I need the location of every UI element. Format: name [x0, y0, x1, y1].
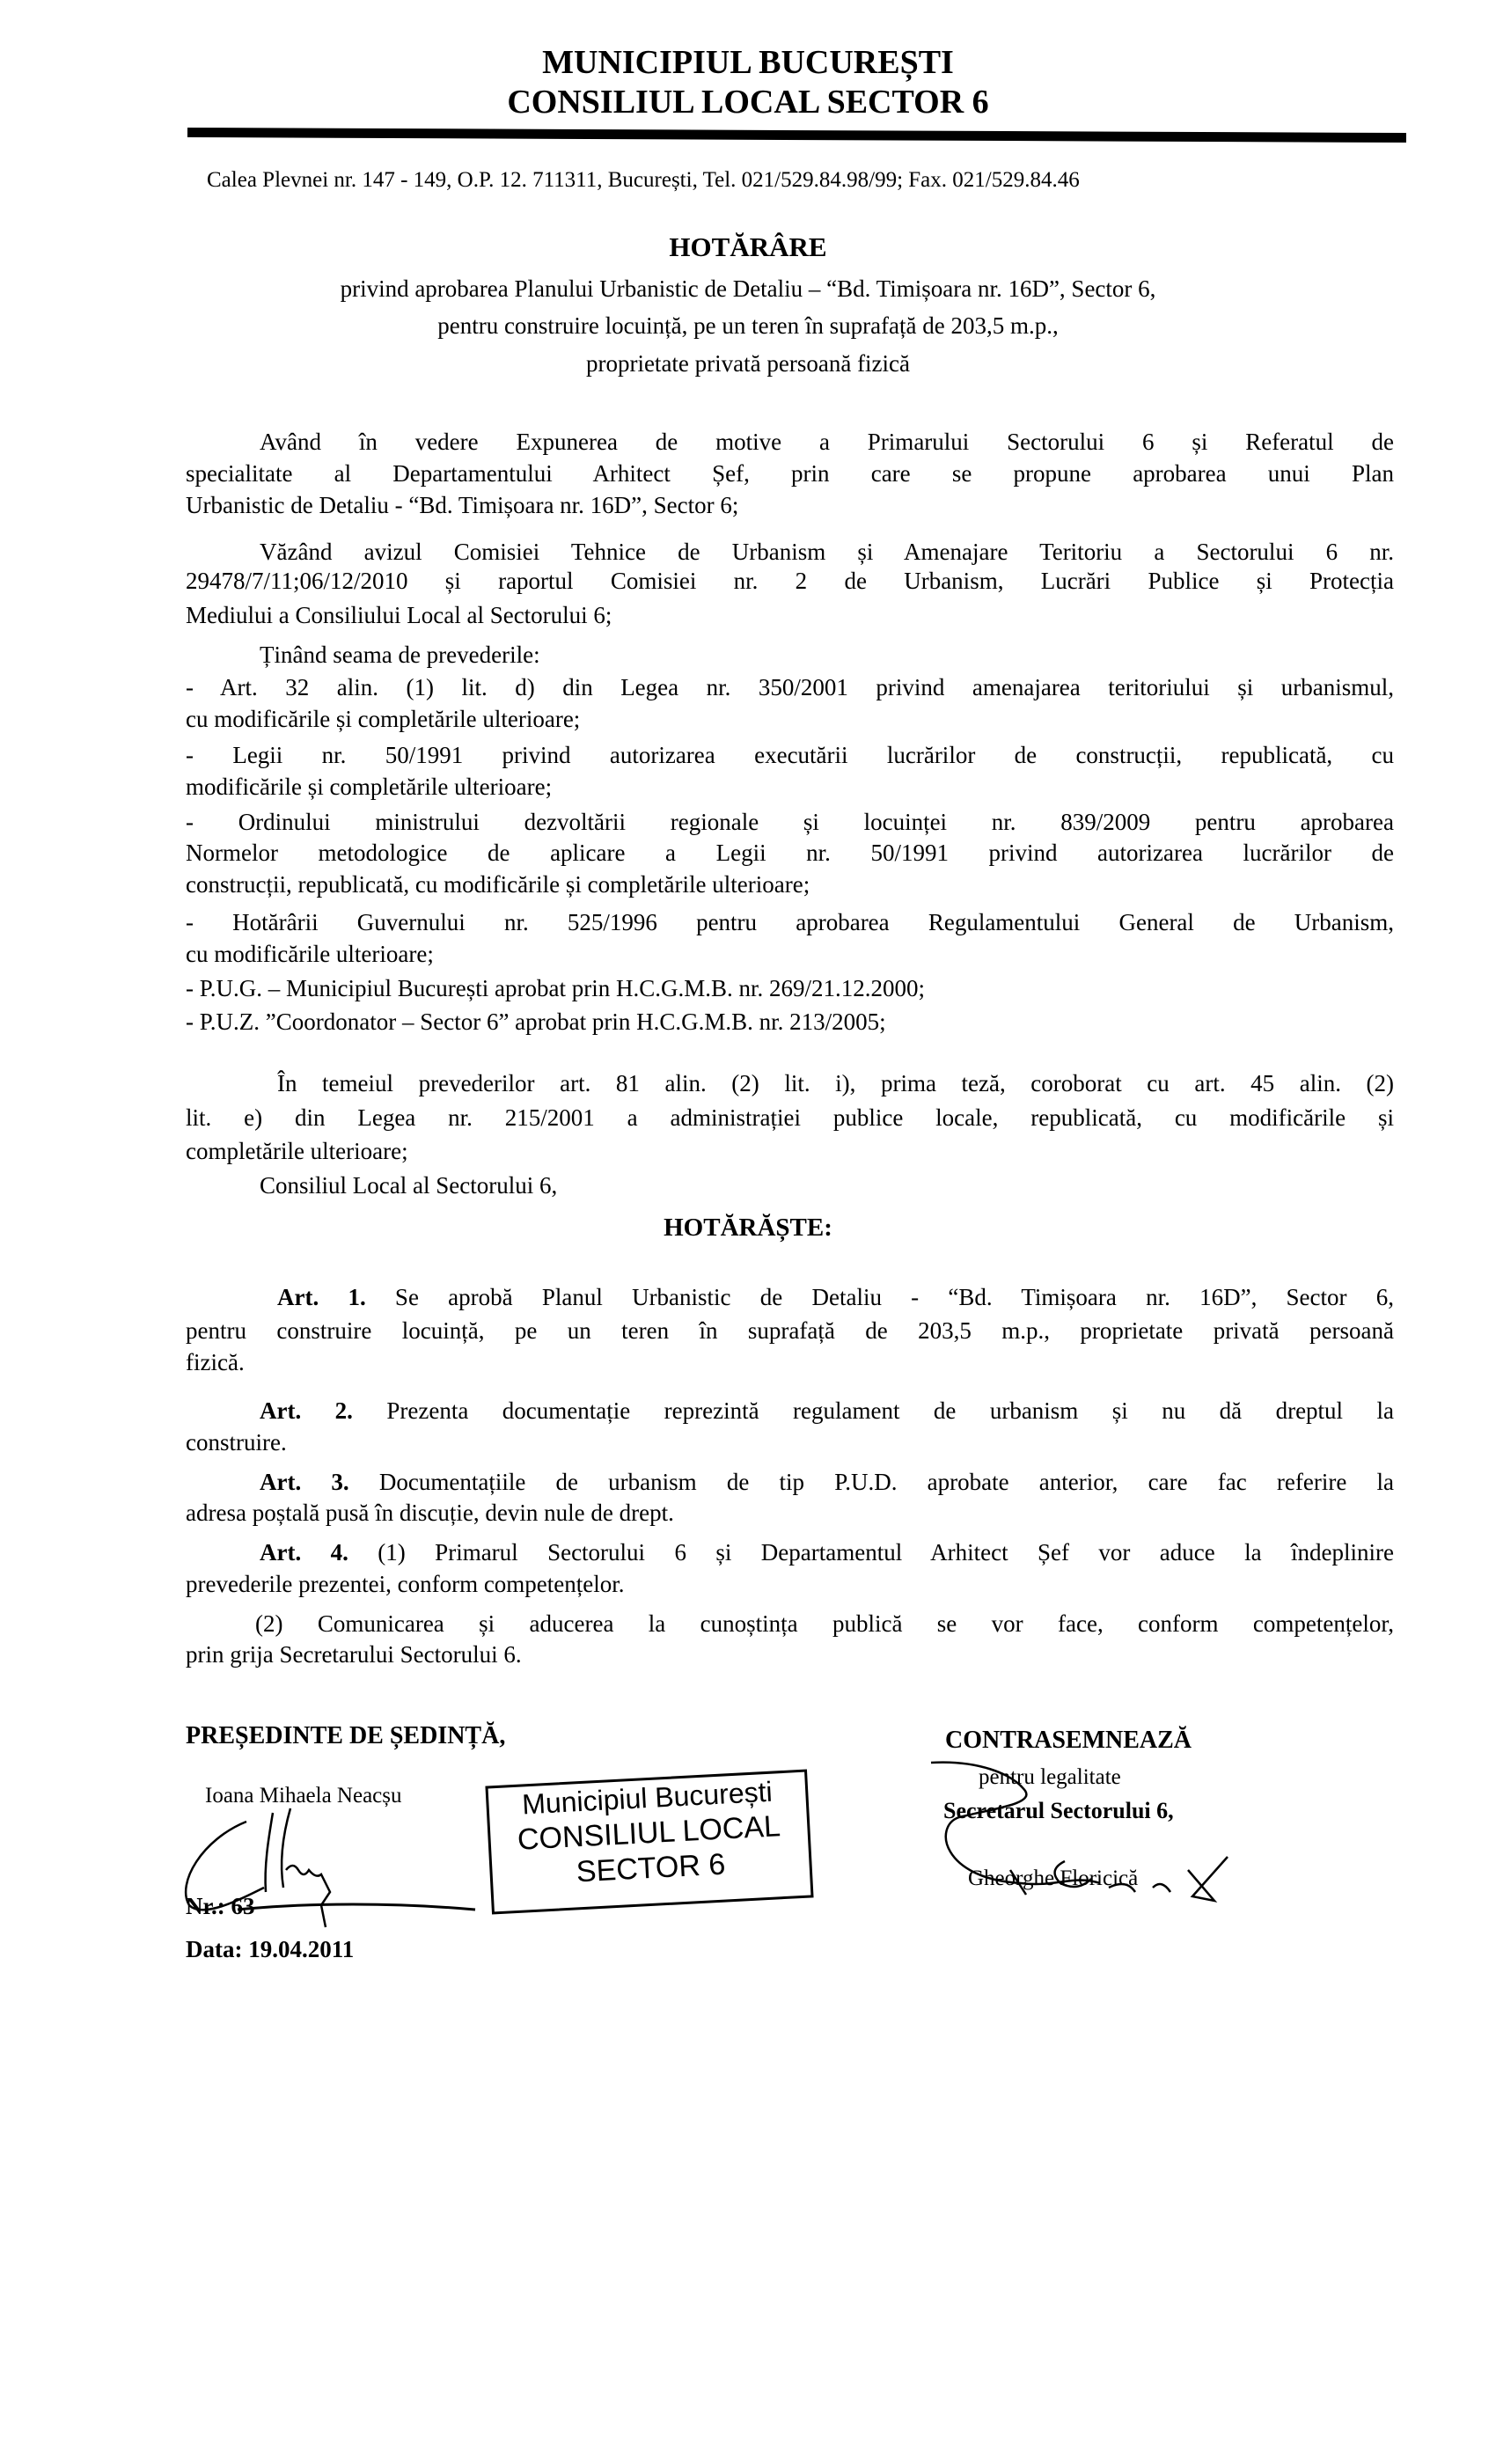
article-line: prevederile prezentei, conform competențelor. — [186, 1571, 625, 1597]
article-text: Documentațiile de urbanism de tip P.U.D. aprobate anterior, care fac referire la — [348, 1469, 1394, 1495]
article-line: adresa poștală pusă în discuție, devin nule de drept. — [186, 1500, 674, 1526]
preamble-line: completările ulterioare; — [186, 1138, 408, 1164]
provision-line: construcții, republicată, cu modificările și completările ulterioare; — [186, 871, 810, 898]
article-3-line — [260, 1469, 1394, 1495]
preamble-line: Având în vedere Expunerea de motive a Primarului Sectorului 6 și Referatul de — [260, 429, 1394, 455]
stamp-line: SECTOR 6 — [575, 1847, 727, 1889]
article-text: Prezenta documentație reprezintă regulament de urbanism și nu dă dreptul la — [352, 1397, 1394, 1424]
provision-line: cu modificările ulterioare; — [186, 941, 434, 967]
preamble-line: lit. e) din Legea nr. 215/2001 a administrației publice locale, republicată, cu modificările și — [186, 1104, 1394, 1131]
chair-signature-icon — [167, 1804, 519, 1927]
header-council: CONSILIUL LOCAL SECTOR 6 — [507, 84, 989, 121]
provision-line: Normelor metodologice de aplicare a Legii nr. 50/1991 privind autorizarea lucrărilor de — [186, 840, 1394, 866]
council-stamp — [485, 1770, 813, 1915]
article-label: Art. 2. — [260, 1397, 353, 1424]
stamp-line: CONSILIUL LOCAL — [517, 1809, 781, 1857]
article-label: Art. 3. — [260, 1469, 349, 1495]
document-title: HOTĂRÂRE — [669, 231, 827, 262]
header-municipality: MUNICIPIUL BUCUREȘTI — [542, 44, 954, 81]
article-text: Se aprobă Planul Urbanistic de Detaliu - “Bd. Timișoara nr. 16D”, Sector 6, — [365, 1284, 1394, 1310]
article-label: Art. 4. — [260, 1539, 348, 1566]
chair-title: PREȘEDINTE DE ȘEDINȚĂ, — [186, 1722, 506, 1749]
provision-line: - P.U.Z. ”Coordonator – Sector 6” aprobat prin H.C.G.M.B. nr. 213/2005; — [186, 1008, 886, 1035]
countersign-title: CONTRASEMNEAZĂ — [945, 1727, 1192, 1754]
preamble-line: 29478/7/11;06/12/2010 și raportul Comisiei nr. 2 de Urbanism, Lucrări Publice și Protecția — [186, 568, 1394, 594]
secretary-signature-icon — [924, 1756, 1258, 1896]
secretary-name: Gheorghe Floricică — [968, 1866, 1139, 1890]
title-subtitle-line: privind aprobarea Planului Urbanistic de Detaliu – “Bd. Timișoara nr. 16D”, Sector 6, — [340, 275, 1156, 302]
provision-line: - Ordinului ministrului dezvoltării regionale și locuinței nr. 839/2009 pentru aprobarea — [186, 809, 1394, 835]
secretary-role: Secretarul Sectorului 6, — [943, 1798, 1174, 1823]
article-text: (1) Primarul Sectorului 6 și Departamentul Arhitect Șef vor aduce la îndeplinire — [348, 1539, 1394, 1566]
preamble-line: Ținând seama de prevederile: — [260, 642, 540, 668]
stamp-line: Municipiul București — [521, 1775, 774, 1821]
preamble-line: Consiliul Local al Sectorului 6, — [260, 1172, 558, 1199]
provision-line: - P.U.G. – Municipiul București aprobat prin H.C.G.M.B. nr. 269/21.12.2000; — [186, 975, 925, 1001]
countersign-subtitle: pentru legalitate — [979, 1765, 1121, 1789]
preamble-line: specialitate al Departamentului Arhitect Șef, prin care se propune aprobarea unui Plan — [186, 460, 1394, 487]
article-line: prin grija Secretarului Sectorului 6. — [186, 1641, 522, 1668]
provision-line: cu modificările și completările ulterioare; — [186, 706, 581, 732]
article-line: fizică. — [186, 1349, 245, 1375]
preamble-line: În temeiul prevederilor art. 81 alin. (2) lit. i), prima teză, coroborat cu art. 45 alin. (2) — [277, 1070, 1394, 1096]
article-2-line — [260, 1397, 1394, 1424]
article-line: construire. — [186, 1429, 287, 1456]
article-1-line — [277, 1284, 1394, 1310]
provision-line: modificările și completările ulterioare; — [186, 774, 553, 800]
provision-line: - Art. 32 alin. (1) lit. d) din Legea nr. 350/2001 privind amenajarea teritoriului și urbanismul, — [186, 674, 1394, 700]
decision-heading: HOTĂRĂȘTE: — [664, 1214, 832, 1242]
title-subtitle-line: proprietate privată persoană fizică — [585, 350, 911, 377]
chair-name: Ioana Mihaela Neacșu — [205, 1784, 402, 1808]
preamble-line: Mediului a Consiliului Local al Sectorului 6; — [186, 602, 612, 628]
article-line: pentru construire locuință, pe un teren în suprafață de 203,5 m.p., proprietate privată persoană — [186, 1317, 1394, 1344]
title-subtitle-line: pentru construire locuință, pe un teren în suprafață de 203,5 m.p., — [437, 312, 1059, 339]
preamble-line: Văzând avizul Comisiei Tehnice de Urbanism și Amenajare Teritoriu a Sectorului 6 nr. — [260, 539, 1394, 565]
preamble-line: Urbanistic de Detaliu - “Bd. Timișoara nr. 16D”, Sector 6; — [186, 492, 739, 518]
provision-line: - Hotărârii Guvernului nr. 525/1996 pentru aprobarea Regulamentului General de Urbanism, — [186, 909, 1394, 935]
provision-line: - Legii nr. 50/1991 privind autorizarea executării lucrărilor de construcții, republicată, cu — [186, 742, 1394, 768]
article-label: Art. 1. — [277, 1284, 366, 1310]
decision-number: Nr.: 63 — [186, 1893, 255, 1919]
article-line: (2) Comunicarea și aducerea la cunoștința publică se vor face, conform competențelor, — [255, 1610, 1394, 1637]
header-address: Calea Plevnei nr. 147 - 149, O.P. 12. 711311, București, Tel. 021/529.84.98/99; Fax. 021/529.84.46 — [207, 168, 1080, 192]
article-4-line — [260, 1539, 1394, 1566]
header-divider — [187, 128, 1406, 143]
decision-date: Data: 19.04.2011 — [186, 1936, 355, 1962]
